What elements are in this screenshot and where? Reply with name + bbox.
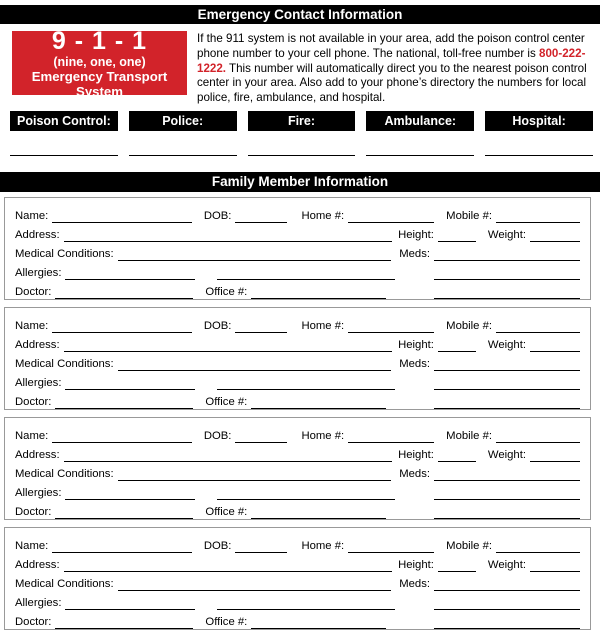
name-blank-line [52,210,192,223]
doctor-label: Doctor: [15,506,52,518]
weight-blank-line [530,559,580,572]
address-blank-line [64,559,393,572]
medical-conditions-blank-line [118,468,392,481]
member-row-doctor-office [15,500,580,519]
emergency-number-phonetic: (nine, one, one) [53,54,146,69]
height-blank-line [438,339,476,352]
home-phone-blank-line [348,210,434,223]
member-row-allergies [15,371,580,390]
dob-label: DOB: [203,430,232,442]
name-blank-line [52,320,192,333]
address-blank-line [64,229,393,242]
intro-text-after: This number will automatically direct you to the nearest poison control center in your area. Also add to your phone’s directory the numbers for local police, fire, ambulance, and hospital. [197,61,587,105]
allergies-label: Allergies: [15,487,62,499]
mobile-phone-blank-line [496,210,580,223]
allergies-label: Allergies: [15,377,62,389]
allergies-blank-line [65,487,195,500]
weight-label: Weight: [487,559,526,571]
meds-continued-blank-line-2 [434,286,580,299]
meds-continued-blank-line [434,487,580,500]
page-title: Emergency Contact Information [0,5,600,24]
address-blank-line [64,339,393,352]
name-label: Name: [15,210,49,222]
member-row-doctor-office [15,610,580,629]
label-poison-control: Poison Control: [10,111,118,131]
fire-blank-line [248,140,356,156]
meds-continued-blank-line [434,377,580,390]
weight-blank-line [530,229,580,242]
police-blank-line [129,140,237,156]
member-row-name-dob-phones [15,424,580,443]
emergency-contact-labels-row [10,111,593,131]
height-label: Height: [398,559,434,571]
name-label: Name: [15,540,49,552]
dob-blank-line [235,210,287,223]
home-phone-label: Home #: [301,210,345,222]
allergies-label: Allergies: [15,597,62,609]
office-phone-label: Office #: [205,506,248,518]
height-blank-line [438,449,476,462]
meds-blank-line [434,468,580,481]
medical-conditions-label: Medical Conditions: [15,358,114,370]
doctor-blank-line [55,396,193,409]
home-phone-label: Home #: [301,540,345,552]
doctor-label: Doctor: [15,616,52,628]
member-row-name-dob-phones [15,314,580,333]
emergency-contact-blank-lines-row [10,140,593,156]
allergies-label: Allergies: [15,267,62,279]
weight-label: Weight: [487,339,526,351]
family-member-card [4,417,591,520]
height-label: Height: [398,229,434,241]
member-row-address-height-weight [15,553,580,572]
meds-label: Meds: [399,358,430,370]
medical-conditions-label: Medical Conditions: [15,468,114,480]
dob-label: DOB: [203,320,232,332]
member-row-allergies [15,591,580,610]
poison-control-phone-number: 800-222-1222. [197,46,586,75]
dob-blank-line [235,320,287,333]
office-phone-label: Office #: [205,616,248,628]
allergies-blank-line [65,377,195,390]
name-blank-line [52,430,192,443]
allergies-blank-line [65,267,195,280]
emergency-number: 9 - 1 - 1 [51,26,148,55]
address-blank-line [64,449,393,462]
meds-continued-blank-line-2 [434,506,580,519]
weight-blank-line [530,339,580,352]
meds-continued-blank-line [434,267,580,280]
home-phone-label: Home #: [301,430,345,442]
medical-conditions-continued-blank-line [217,377,395,390]
meds-continued-blank-line [434,597,580,610]
mobile-phone-blank-line [496,320,580,333]
weight-label: Weight: [487,229,526,241]
name-label: Name: [15,430,49,442]
office-phone-label: Office #: [205,396,248,408]
meds-blank-line [434,578,580,591]
allergies-blank-line [65,597,195,610]
member-row-doctor-office [15,390,580,409]
address-label: Address: [15,339,60,351]
mobile-phone-blank-line [496,540,580,553]
weight-blank-line [530,449,580,462]
meds-label: Meds: [399,248,430,260]
mobile-phone-label: Mobile #: [446,430,492,442]
address-label: Address: [15,449,60,461]
poison-control-instructions [197,32,595,106]
label-hospital: Hospital: [485,111,593,131]
member-row-medical-meds [15,462,580,481]
office-phone-blank-line [251,286,386,299]
member-row-name-dob-phones [15,534,580,553]
address-label: Address: [15,229,60,241]
medical-conditions-continued-blank-line [217,267,395,280]
doctor-blank-line [55,286,193,299]
weight-label: Weight: [487,449,526,461]
hospital-blank-line [485,140,593,156]
member-row-address-height-weight [15,443,580,462]
doctor-blank-line [55,506,193,519]
dob-blank-line [235,430,287,443]
medical-conditions-blank-line [118,248,392,261]
poison-control-blank-line [10,140,118,156]
ambulance-blank-line [366,140,474,156]
member-row-address-height-weight [15,333,580,352]
dob-blank-line [235,540,287,553]
doctor-label: Doctor: [15,396,52,408]
meds-label: Meds: [399,578,430,590]
meds-blank-line [434,358,580,371]
intro-text-before: If the 911 system is not available in your area, add the poison control center phone number to your cell phone. The national, toll-free number is [197,32,585,60]
medical-conditions-label: Medical Conditions: [15,248,114,260]
member-row-medical-meds [15,352,580,371]
medical-conditions-blank-line [118,578,392,591]
doctor-label: Doctor: [15,286,52,298]
office-phone-label: Office #: [205,286,248,298]
medical-conditions-continued-blank-line [217,597,395,610]
home-phone-blank-line [348,430,434,443]
home-phone-blank-line [348,540,434,553]
family-section-title: Family Member Information [0,172,600,192]
member-row-medical-meds [15,572,580,591]
mobile-phone-blank-line [496,430,580,443]
name-blank-line [52,540,192,553]
dob-label: DOB: [203,210,232,222]
office-phone-blank-line [251,506,386,519]
meds-label: Meds: [399,468,430,480]
office-phone-blank-line [251,396,386,409]
member-row-allergies [15,481,580,500]
label-fire: Fire: [248,111,356,131]
medical-conditions-continued-blank-line [217,487,395,500]
family-member-card [4,197,591,300]
member-row-doctor-office [15,280,580,299]
mobile-phone-label: Mobile #: [446,210,492,222]
member-row-name-dob-phones [15,204,580,223]
member-row-allergies [15,261,580,280]
mobile-phone-label: Mobile #: [446,540,492,552]
home-phone-blank-line [348,320,434,333]
meds-blank-line [434,248,580,261]
family-member-card [4,307,591,410]
height-blank-line [438,559,476,572]
name-label: Name: [15,320,49,332]
home-phone-label: Home #: [301,320,345,332]
family-members-list [4,197,591,637]
mobile-phone-label: Mobile #: [446,320,492,332]
meds-continued-blank-line-2 [434,396,580,409]
member-row-medical-meds [15,242,580,261]
address-label: Address: [15,559,60,571]
family-member-card [4,527,591,630]
dob-label: DOB: [203,540,232,552]
medical-conditions-blank-line [118,358,392,371]
label-police: Police: [129,111,237,131]
label-ambulance: Ambulance: [366,111,474,131]
height-blank-line [438,229,476,242]
medical-conditions-label: Medical Conditions: [15,578,114,590]
height-label: Height: [398,449,434,461]
emergency-transport-caption: Emergency Transport System [31,68,168,99]
height-label: Height: [398,339,434,351]
emergency-911-box [12,26,187,99]
member-row-address-height-weight [15,223,580,242]
